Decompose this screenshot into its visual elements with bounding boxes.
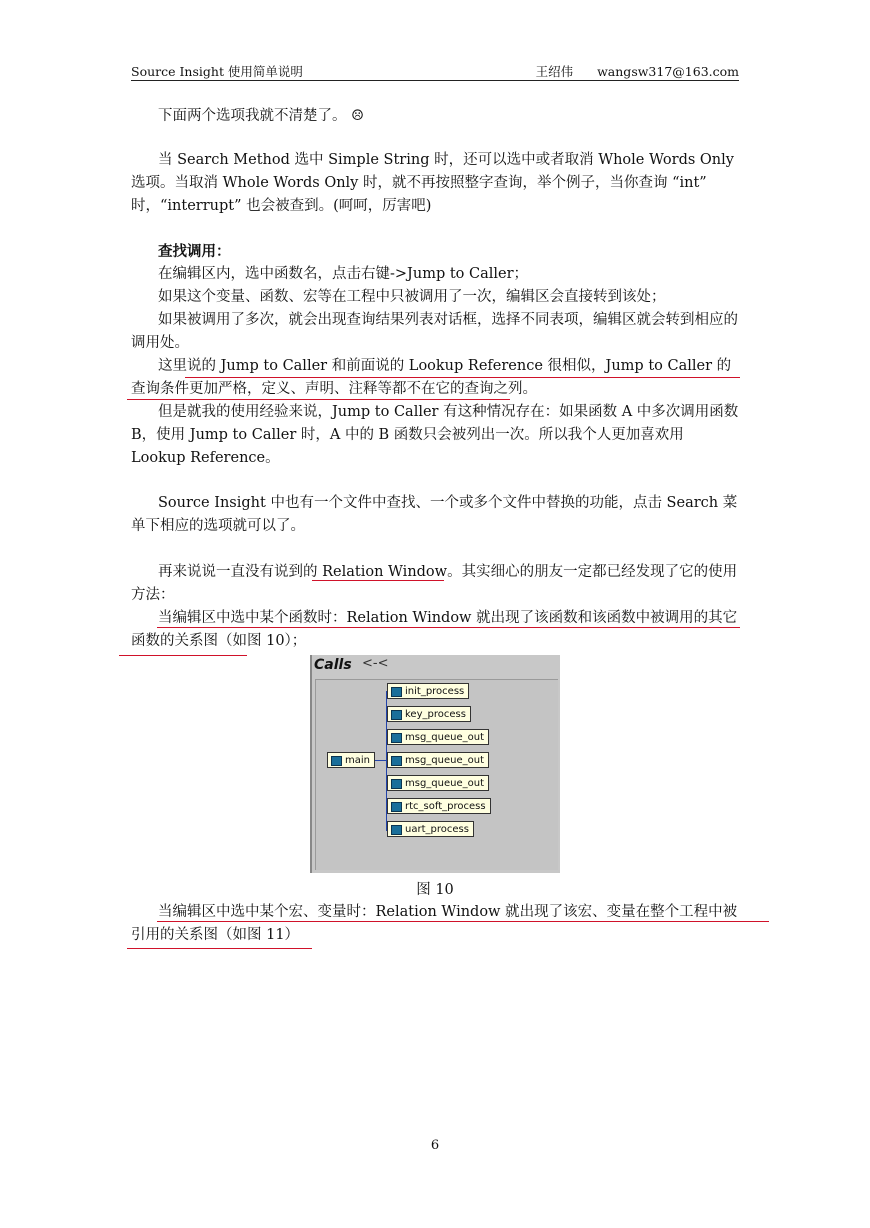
function-icon bbox=[391, 710, 402, 720]
tree-node-main[interactable]: main bbox=[327, 752, 375, 768]
header-title: Source Insight 使用简单说明 bbox=[131, 64, 303, 79]
paragraph-options-unclear: 下面两个选项我就不清楚了。 ☹ bbox=[158, 108, 365, 124]
function-icon bbox=[391, 779, 402, 789]
paragraph-jump-to-caller-step: 在编辑区内，选中函数名，点击右键->Jump to Caller； bbox=[158, 266, 529, 282]
header-author-block bbox=[536, 62, 739, 80]
tree-node-child[interactable]: msg_queue_out bbox=[387, 775, 489, 791]
tree-node-child[interactable]: init_process bbox=[387, 683, 469, 699]
paragraph-multiple-calls: 如果被调用了多次，就会出现查询结果列表对话框，选择不同表项，编辑区就会转到相应的调用处。 bbox=[131, 312, 738, 351]
underline-mark bbox=[185, 377, 740, 378]
page-header bbox=[131, 62, 739, 81]
paragraph-relation-window: 再来说说一直没有说到的 Relation Window。其实细心的朋友一定都已经发现了它的使用方法： bbox=[131, 564, 738, 603]
figure-arrow-icon: <-< bbox=[362, 656, 389, 671]
section-title-find-callers: 查找调用： bbox=[158, 243, 231, 260]
underline-mark bbox=[119, 655, 247, 656]
function-icon bbox=[391, 733, 402, 743]
function-icon bbox=[391, 825, 402, 835]
page-number: 6 bbox=[430, 1138, 440, 1153]
header-email: wangsw317@163.com bbox=[597, 64, 739, 79]
paragraph-search-replace: Source Insight 中也有一个文件中查找、一个或多个文件中替换的功能，点击 Search 菜单下相应的选项就可以了。 bbox=[131, 495, 738, 534]
underline-mark bbox=[312, 580, 444, 581]
function-icon bbox=[331, 756, 342, 766]
paragraph-single-call: 如果这个变量、函数、宏等在工程中只被调用了一次，编辑区会直接转到该处； bbox=[158, 289, 666, 305]
function-icon bbox=[391, 687, 402, 697]
relation-window-figure bbox=[310, 655, 560, 873]
paragraph-macro-relation: 当编辑区中选中某个宏、变量时：Relation Window 就出现了该宏、变量在整个工程中被引用的关系图（如图 11） bbox=[131, 904, 738, 943]
paragraph-function-relation: 当编辑区中选中某个函数时：Relation Window 就出现了该函数和该函数中被调用的其它函数的关系图（如图 10）； bbox=[131, 610, 738, 649]
tree-node-child[interactable]: msg_queue_out bbox=[387, 752, 489, 768]
paragraph-experience: 但是就我的使用经验来说，Jump to Caller 有这种情况存在：如果函数 A 中多次调用函数 B，使用 Jump to Caller 时，A 中的 B 函数只会被列出一次。所以我个人更加喜欢用 Lookup Reference。 bbox=[131, 404, 739, 466]
tree-node-child[interactable]: rtc_soft_process bbox=[387, 798, 491, 814]
tree-node-child[interactable]: msg_queue_out bbox=[387, 729, 489, 745]
figure-title: Calls bbox=[314, 657, 352, 673]
relation-graph-panel bbox=[315, 679, 558, 870]
function-icon bbox=[391, 802, 402, 812]
underline-mark bbox=[127, 399, 510, 400]
function-icon bbox=[391, 756, 402, 766]
paragraph-whole-words: 当 Search Method 选中 Simple String 时，还可以选中或者取消 Whole Words Only 选项。当取消 Whole Words Only 时，就不再按照整字查询，举个例子，当你查询 “int” 时，“interrupt” 也会被查到。(呵呵，厉害吧) bbox=[131, 152, 734, 214]
underline-mark bbox=[157, 627, 740, 628]
header-author: 王绍伟 bbox=[535, 64, 574, 79]
underline-mark bbox=[127, 948, 312, 949]
tree-node-child[interactable]: uart_process bbox=[387, 821, 474, 837]
paragraph-compare-lookup: 这里说的 Jump to Caller 和前面说的 Lookup Reference 很相似，Jump to Caller 的查询条件更加严格，定义、声明、注释等都不在它的查询之列。 bbox=[131, 358, 732, 397]
figure-caption: 图 10 bbox=[416, 882, 454, 898]
tree-node-child[interactable]: key_process bbox=[387, 706, 471, 722]
